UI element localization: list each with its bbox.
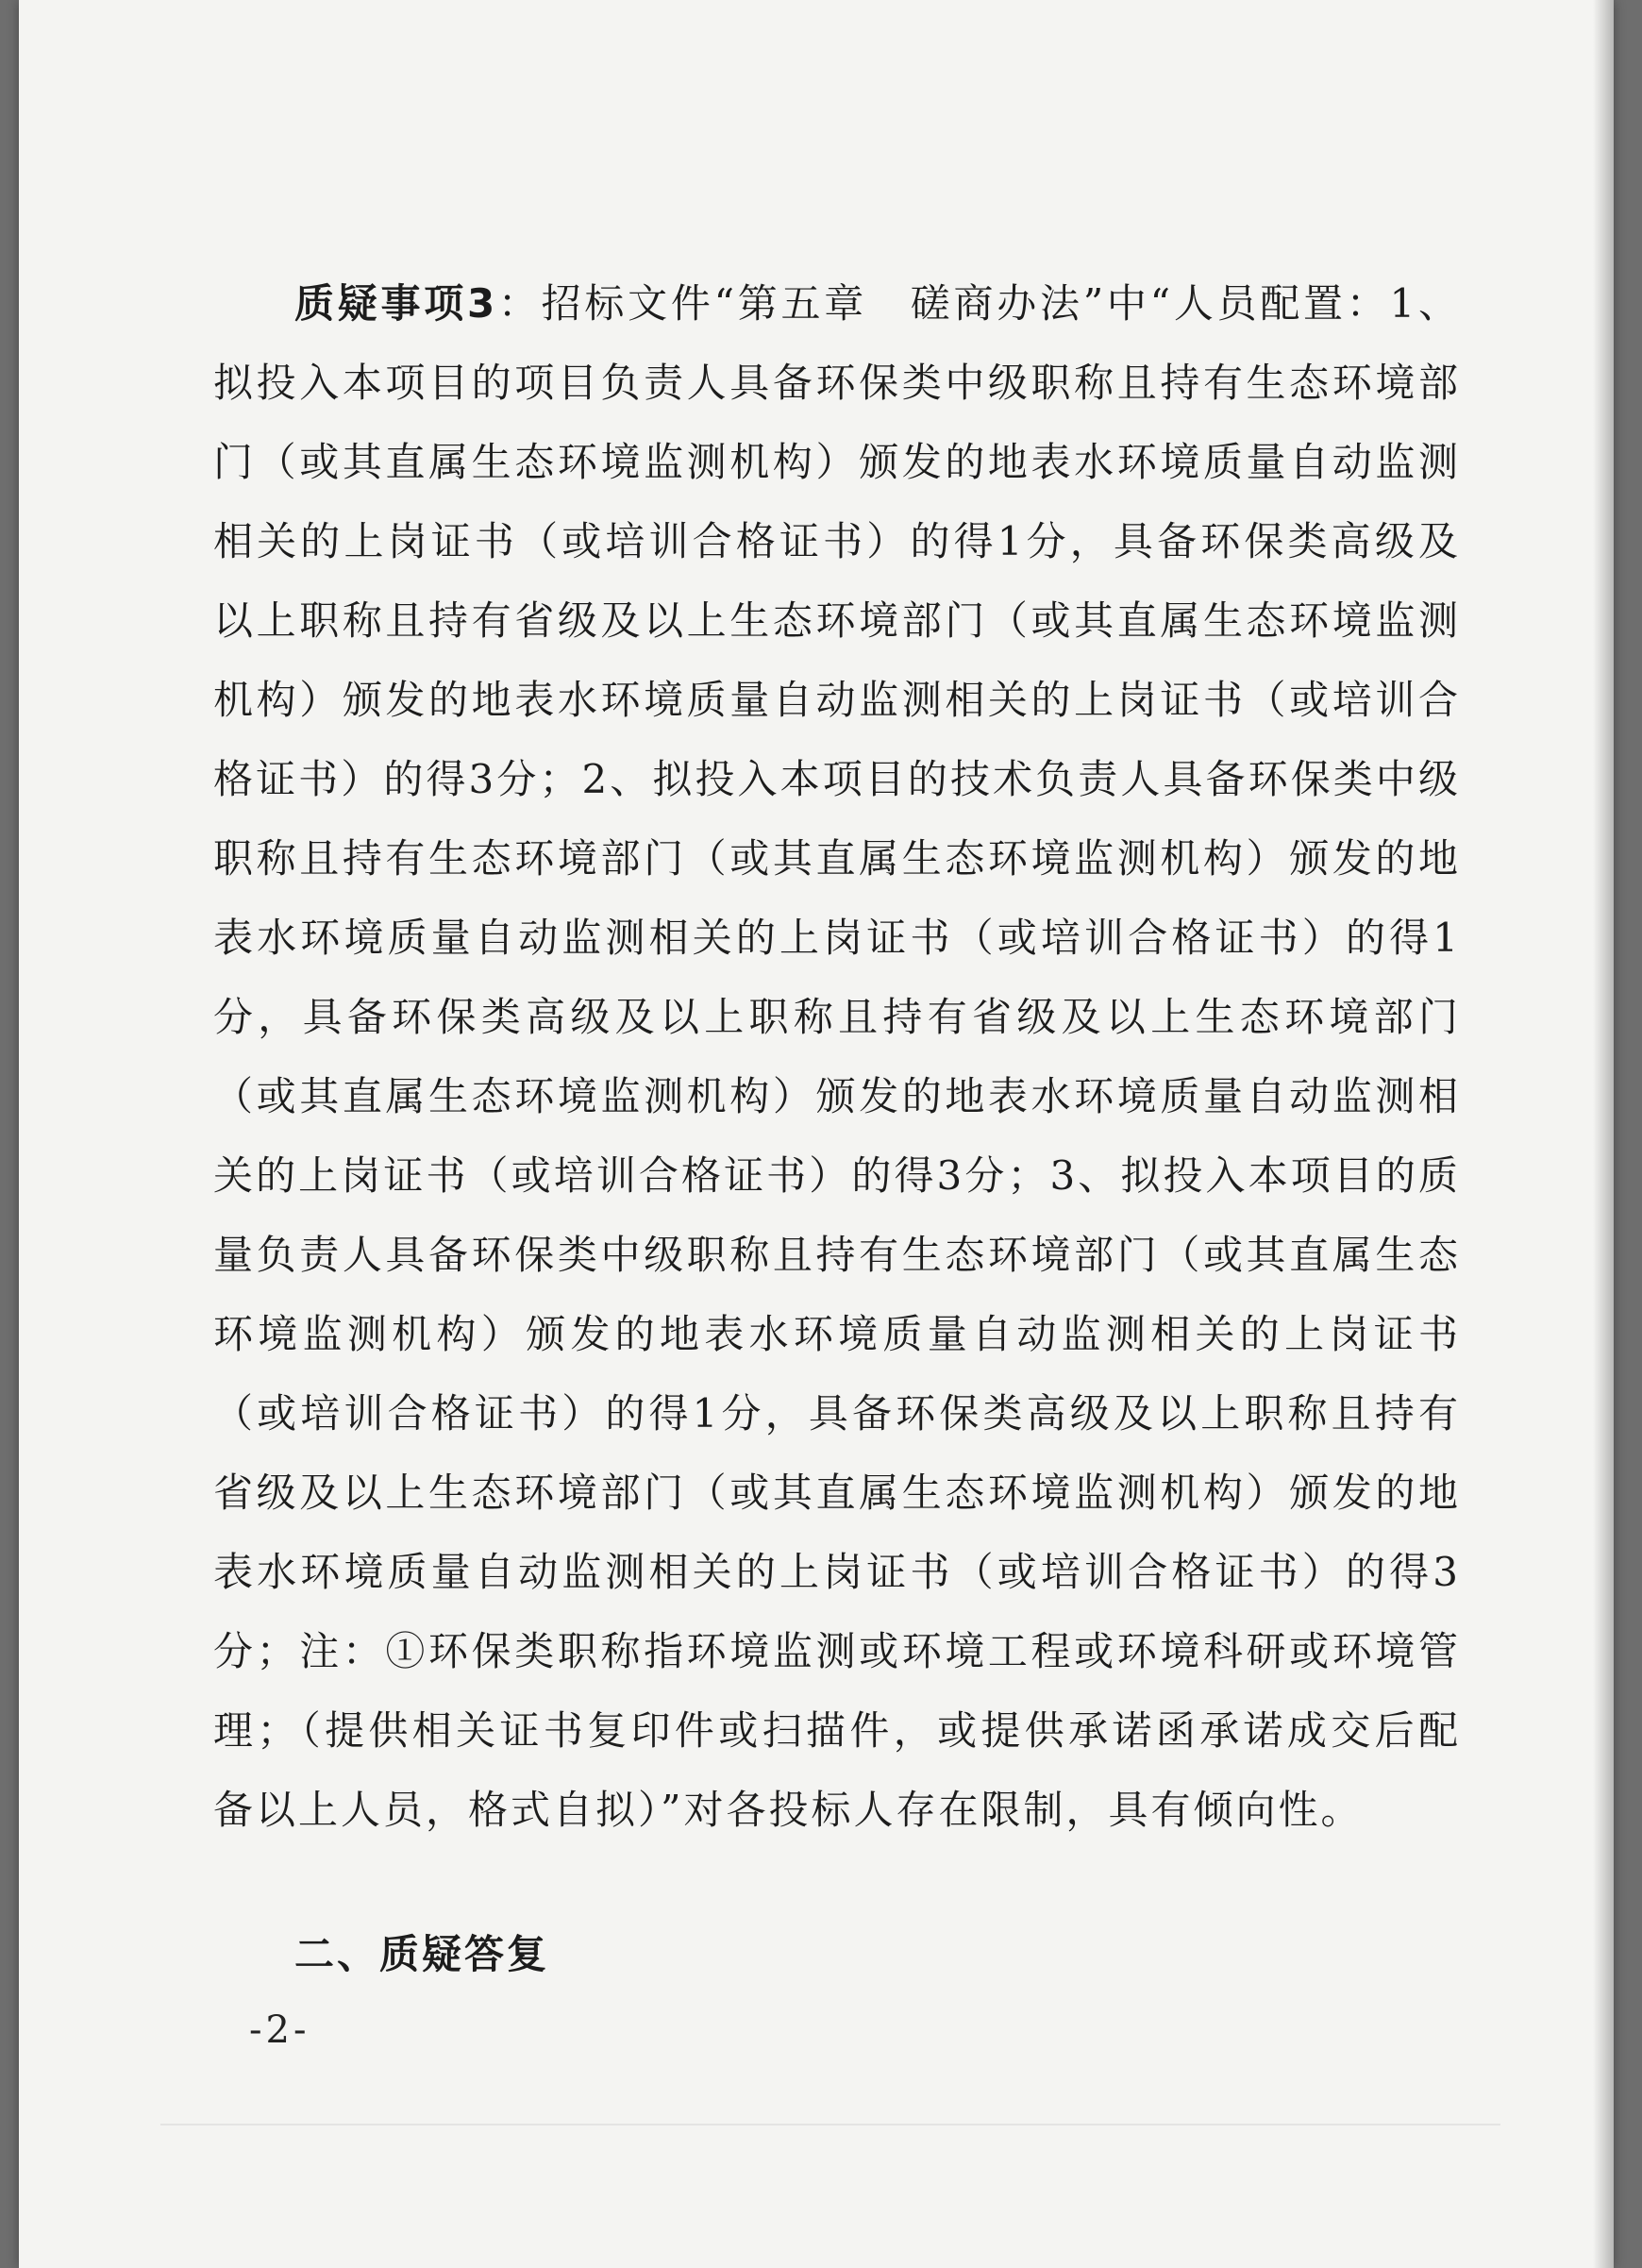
bleed-through-line: [160, 2124, 1500, 2125]
section-heading: 二、质疑答复: [294, 1931, 550, 1977]
page-edge-shadow: [1593, 0, 1614, 2268]
page-number: -2-: [249, 2008, 310, 2052]
document-page: [19, 0, 1614, 2268]
body-text: ：招标文件“第五章 磋商办法”中“人员配置：1、拟投入本项目的项目负责人具备环保类中级职称且持有生态环境部门（或其直属生态环境监测机构）颁发的地表水环境质量自动监测相关的上岗证书（或培训合格证书）的得1分，具备环保类高级及以上职称且持有省级及以上生态环境部门（或其直属生态环境监测机构）颁发的地表水环境质量自动监测相关的上岗证书（或培训合格证书）的得3分；2、拟投入本项目的技术负责人具备环保类中级职称且持有生态环境部门（或其直属生态环境监测机构）颁发的地表水环境质量自动监测相关的上岗证书（或培训合格证书）的得1分，具备环保类高级及以上职称且持有省级及以上生态环境部门（或其直属生态环境监测机构）颁发的地表水环境质量自动监测相关的上岗证书（或培训合格证书）的得3分；3、拟投入本项目的质量负责人具备环保类中级职称且持有生态环境部门（或其直属生态环境监测机构）颁发的地表水环境质量自动监测相关的上岗证书（或培训合格证书）的得1分，具备环保类高级及以上职称且持有省级及以上生态环境部门（或其直属生态环境监测机构）颁发的地表水环境质量自动监测相关的上岗证书（或培训合格证书）的得3分；注：①环保类职称指环境监测或环境工程或环境科研或环境管理；（提供相关证书复印件或扫描件，或提供承诺函承诺成交后配备以上人员，格式自拟）”对各投标人存在限制，具有倾向性。: [213, 280, 1461, 1833]
item-label: 质疑事项3: [294, 280, 498, 327]
body-paragraph: [213, 264, 1461, 1850]
